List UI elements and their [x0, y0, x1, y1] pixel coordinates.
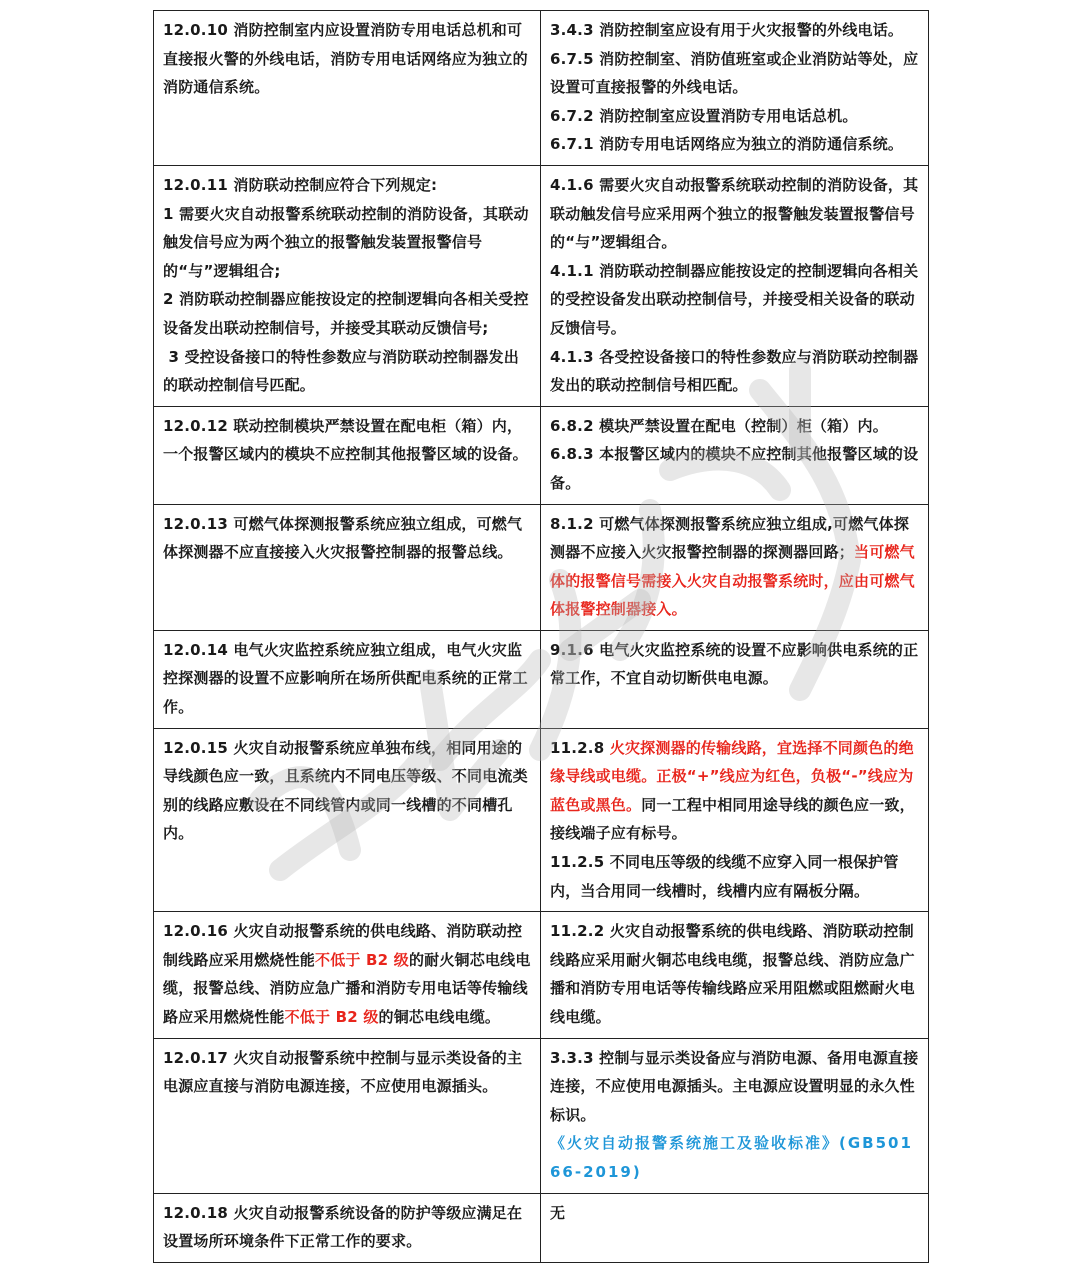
table-row: [154, 630, 929, 728]
new-code-cell: [154, 406, 541, 504]
source-standard-reference: 《火灾自动报警系统施工及验收标准》(GB50166-2019): [550, 1134, 913, 1181]
old-code-cell: [541, 1193, 929, 1262]
new-code-cell: [154, 1193, 541, 1262]
clause-text: 4.1.6 需要火灾自动报警系统联动控制的消防设备，其联动触发信号应采用两个独立的报警触发装置报警信号的“与”逻辑组合。: [550, 175, 919, 252]
new-code-cell: [154, 912, 541, 1038]
clause-text: 12.0.18 火灾自动报警系统设备的防护等级应满足在设置场所环境条件下正常工作的要求。: [163, 1203, 523, 1251]
table-row: [154, 1193, 929, 1262]
clause-text: 无: [550, 1203, 566, 1222]
clause-text: 2 消防联动控制器应能按设定的控制逻辑向各相关受控设备发出联动控制信号，并接受其联动反馈信号;: [163, 290, 529, 337]
clause-text: 1 需要火灾自动报警系统联动控制的消防设备，其联动触发信号应为两个独立的报警触发装置报警信号的“与”逻辑组合;: [163, 204, 529, 280]
clause-text: 3 受控设备接口的特性参数应与消防联动控制器发出的联动控制信号匹配。: [163, 347, 519, 395]
old-code-cell: [541, 1038, 929, 1193]
old-code-cell: [541, 504, 929, 630]
new-code-cell: [154, 1038, 541, 1193]
old-code-cell: [541, 165, 929, 406]
highlighted-text: 不低于 B2 级: [315, 950, 409, 969]
clause-text: 6.7.1 消防专用电话网络应为独立的消防通信系统。: [550, 135, 904, 154]
clause-text: 4.1.3 各受控设备接口的特性参数应与消防联动控制器发出的联动控制信号相匹配。: [550, 347, 919, 395]
clause-normal-text: 的铜芯电线电缆。: [378, 1008, 501, 1026]
old-code-cell: [541, 912, 929, 1038]
clause-normal-text: 8.1.2 可燃气体探测报警系统应独立组成,可燃气体探测器不应接入火灾报警控制器的探测器回路；: [550, 514, 910, 562]
clause-text: 11.2.5 不同电压等级的线缆不应穿入同一根保护管内，当合用同一线槽时，线槽内应有隔板分隔。: [550, 853, 899, 900]
clause-normal-text: 的耐火铜芯电线电缆，报警总线、消防应急广播和消防专用电话等传输线路应采用燃烧性能: [163, 950, 531, 1026]
clause-text: [550, 510, 919, 624]
clause-text: [163, 917, 531, 1031]
clause-text: 6.7.2 消防控制室应设置消防专用电话总机。: [550, 106, 858, 125]
old-code-cell: [541, 728, 929, 912]
old-code-cell: [541, 630, 929, 728]
new-code-cell: [154, 165, 541, 406]
clause-text: [550, 734, 919, 848]
clause-text: 4.1.1 消防联动控制器应能按设定的控制逻辑向各相关的受控设备发出联动控制信号，并接受相关设备的联动反馈信号。: [550, 261, 919, 337]
clause-text: 12.0.13 可燃气体探测报警系统应独立组成，可燃气体探测器不应直接接入火灾报警控制器的报警总线。: [163, 514, 523, 562]
clause-text: 3.4.3 消防控制室应设有用于火灾报警的外线电话。: [550, 21, 904, 39]
clause-text: 12.0.11 消防联动控制应符合下列规定:: [163, 175, 438, 194]
table-row: [154, 1038, 929, 1193]
clause-text: 6.8.3 本报警区域内的模块不应控制其他报警区域的设备。: [550, 445, 919, 492]
table-row: [154, 165, 929, 406]
old-code-cell: [541, 406, 929, 504]
clause-text: 11.2.2 火灾自动报警系统的供电线路、消防联动控制线路应采用耐火铜芯电线电缆，报警总线、消防应急广播和消防专用电话等传输线路应采用阻燃或阻燃耐火电线电缆。: [550, 922, 915, 1026]
clause-text: 12.0.10 消防控制室内应设置消防专用电话总机和可直接报火警的外线电话，消防专用电话网络应为独立的消防通信系统。: [163, 21, 528, 97]
clause-number: 11.2.8: [550, 738, 610, 757]
clause-text: 6.8.2 模块严禁设置在配电（控制）柜（箱）内。: [550, 416, 888, 435]
highlighted-text: 当可燃气体的报警信号需接入火灾自动报警系统时，应由可燃气体报警控制器接入。: [550, 543, 915, 619]
new-code-cell: [154, 11, 541, 166]
clause-text: 12.0.17 火灾自动报警系统中控制与显示类设备的主电源应直接与消防电源连接，不应使用电源插头。: [163, 1048, 523, 1096]
highlighted-text: 火灾探测器的传输线路，宜选择不同颜色的绝缘导线或电缆。正极“+”线应为红色，负极“-”线应为蓝色或黑色。: [550, 738, 914, 814]
table-row: [154, 504, 929, 630]
clause-normal-text: 12.0.16 火灾自动报警系统的供电线路、消防联动控制线路应采用燃烧性能: [163, 922, 523, 969]
clause-text: 12.0.14 电气火灾监控系统应独立组成，电气火灾监控探测器的设置不应影响所在场所供配电系统的正常工作。: [163, 640, 528, 717]
table-row: [154, 728, 929, 912]
clause-text: 9.1.6 电气火灾监控系统的设置不应影响供电系统的正常工作，不宜自动切断供电电源。: [550, 640, 919, 688]
clause-normal-text: 同一工程中相同用途导线的颜色应一致，接线端子应有标号。: [550, 795, 915, 843]
clause-text: 6.7.5 消防控制室、消防值班室或企业消防站等处，应设置可直接报警的外线电话。: [550, 49, 919, 97]
clause-text: 12.0.12 联动控制模块严禁设置在配电柜（箱）内，一个报警区域内的模块不应控制其他报警区域的设备。: [163, 416, 528, 464]
clause-text: 12.0.15 火灾自动报警系统应单独布线，相同用途的导线颜色应一致，且系统内不同电压等级、不同电流类别的线路应敷设在不同线管内或同一线槽的不同槽孔内。: [163, 738, 528, 843]
new-code-cell: [154, 504, 541, 630]
comparison-table: [153, 10, 929, 1263]
new-code-cell: [154, 630, 541, 728]
clause-text: 3.3.3 控制与显示类设备应与消防电源、备用电源直接连接，不应使用电源插头。主电源应设置明显的永久性标识。: [550, 1048, 919, 1124]
table-row: [154, 11, 929, 166]
old-code-cell: [541, 11, 929, 166]
table-row: [154, 406, 929, 504]
new-code-cell: [154, 728, 541, 912]
highlighted-text: 不低于 B2 级: [284, 1008, 379, 1026]
table-row: [154, 912, 929, 1038]
